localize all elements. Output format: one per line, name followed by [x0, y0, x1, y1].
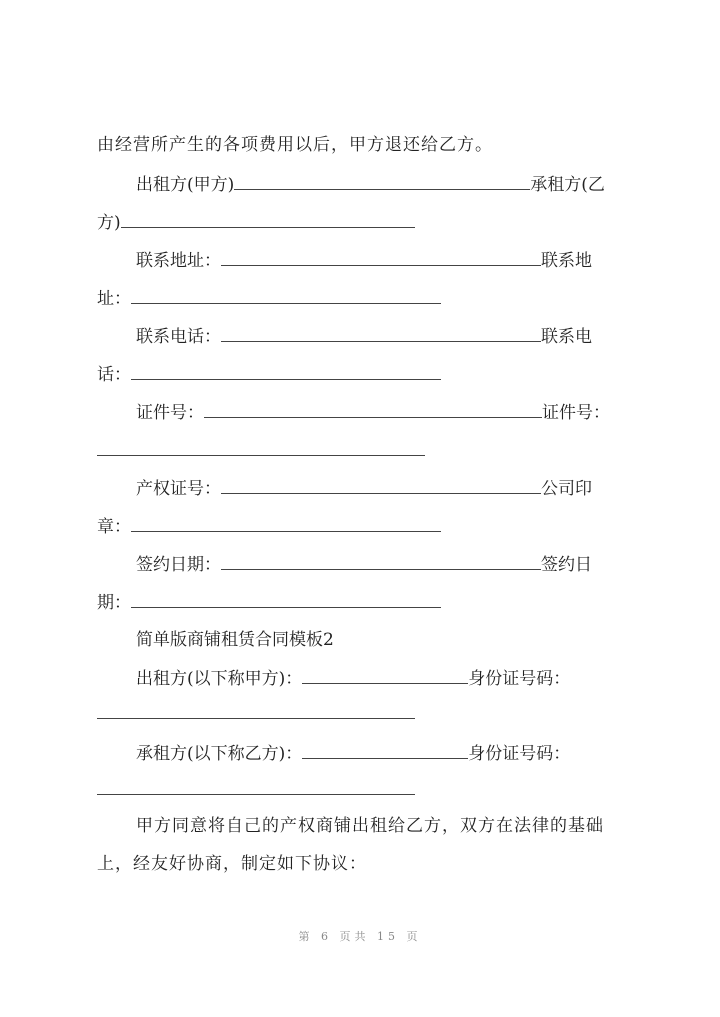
field-row-address [136, 248, 592, 273]
blank-id-a[interactable] [204, 400, 542, 418]
label-lessor-party-a: 出租方(甲方) [136, 175, 235, 195]
label-id-a: 证件号： [136, 403, 204, 423]
paragraph-line [97, 133, 493, 157]
field-row-address-cont [97, 286, 441, 311]
template-2-title: 简单版商铺租赁合同模板2 [136, 630, 334, 650]
label-address-cont: 址： [97, 289, 131, 309]
blank-address-b[interactable] [131, 286, 441, 304]
blank-party-b-name[interactable] [302, 741, 468, 759]
blank-seal[interactable] [131, 514, 441, 532]
footer-total-pages: 15 [377, 930, 399, 943]
field-row-seal-cont [97, 514, 441, 539]
field-row-lessee-cont [97, 210, 415, 235]
blank-phone-a[interactable] [221, 324, 541, 342]
label-sign-date-b: 签约日 [541, 555, 592, 575]
label-date-cont: 期： [97, 593, 131, 613]
field-row-party-b [136, 741, 570, 766]
label-sign-date-a: 签约日期： [136, 555, 221, 575]
label-lessee-cont: 方) [97, 213, 121, 233]
blank-lessee[interactable] [121, 210, 415, 228]
blank-party-b-id[interactable] [97, 794, 415, 795]
label-party-b-id: 身份证号码： [468, 744, 571, 764]
blank-lessor[interactable] [234, 172, 530, 190]
text-agreement-intro-cont: 上，经友好协商，制定如下协议： [97, 854, 367, 874]
field-row-phone-cont [97, 362, 441, 387]
label-deed-no: 产权证号： [136, 479, 221, 499]
blank-address-a[interactable] [221, 248, 541, 266]
field-row-deed [136, 476, 592, 501]
blank-party-a-name[interactable] [302, 666, 468, 684]
field-row-lessor [136, 172, 605, 197]
blank-phone-b[interactable] [131, 362, 441, 380]
label-party-b: 承租方(以下称乙方)： [136, 744, 303, 764]
blank-deed-no[interactable] [221, 476, 541, 494]
footer-label-gong: 共 [354, 930, 370, 943]
footer-label-di: 第 [298, 930, 314, 943]
text-agreement-intro: 甲方同意将自己的产权商铺出租给乙方，双方在法律的基础 [136, 816, 604, 836]
paragraph-line [97, 852, 367, 876]
label-address-b: 联系地 [541, 251, 592, 271]
footer-label-ye2: 页 [406, 930, 422, 943]
blank-id-b[interactable] [97, 455, 425, 456]
footer-current-page: 6 [321, 930, 332, 943]
field-row-phone [136, 324, 592, 349]
footer-label-ye: 页 [339, 930, 355, 943]
field-row-id [136, 400, 610, 425]
label-id-b: 证件号： [542, 403, 610, 423]
label-phone-cont: 话： [97, 365, 131, 385]
page-footer [0, 928, 720, 944]
label-party-a: 出租方(以下称甲方)： [136, 669, 303, 689]
field-row-date-cont [97, 590, 441, 615]
label-phone-b: 联系电 [541, 327, 592, 347]
label-lessee-party-b: 承租方(乙 [530, 175, 605, 195]
blank-date-a[interactable] [221, 552, 541, 570]
blank-party-a-id[interactable] [97, 718, 415, 719]
label-seal-cont: 章： [97, 517, 131, 537]
field-row-date [136, 552, 592, 577]
label-phone-a: 联系电话： [136, 327, 221, 347]
field-row-party-a [136, 666, 570, 691]
text-expense-refund: 由经营所产生的各项费用以后，甲方退还给乙方。 [97, 135, 493, 155]
paragraph-line [136, 814, 604, 838]
label-address-a: 联系地址： [136, 251, 221, 271]
section-heading [136, 628, 334, 652]
label-party-a-id: 身份证号码： [468, 669, 571, 689]
blank-date-b[interactable] [131, 590, 441, 608]
label-company-seal: 公司印 [541, 479, 592, 499]
